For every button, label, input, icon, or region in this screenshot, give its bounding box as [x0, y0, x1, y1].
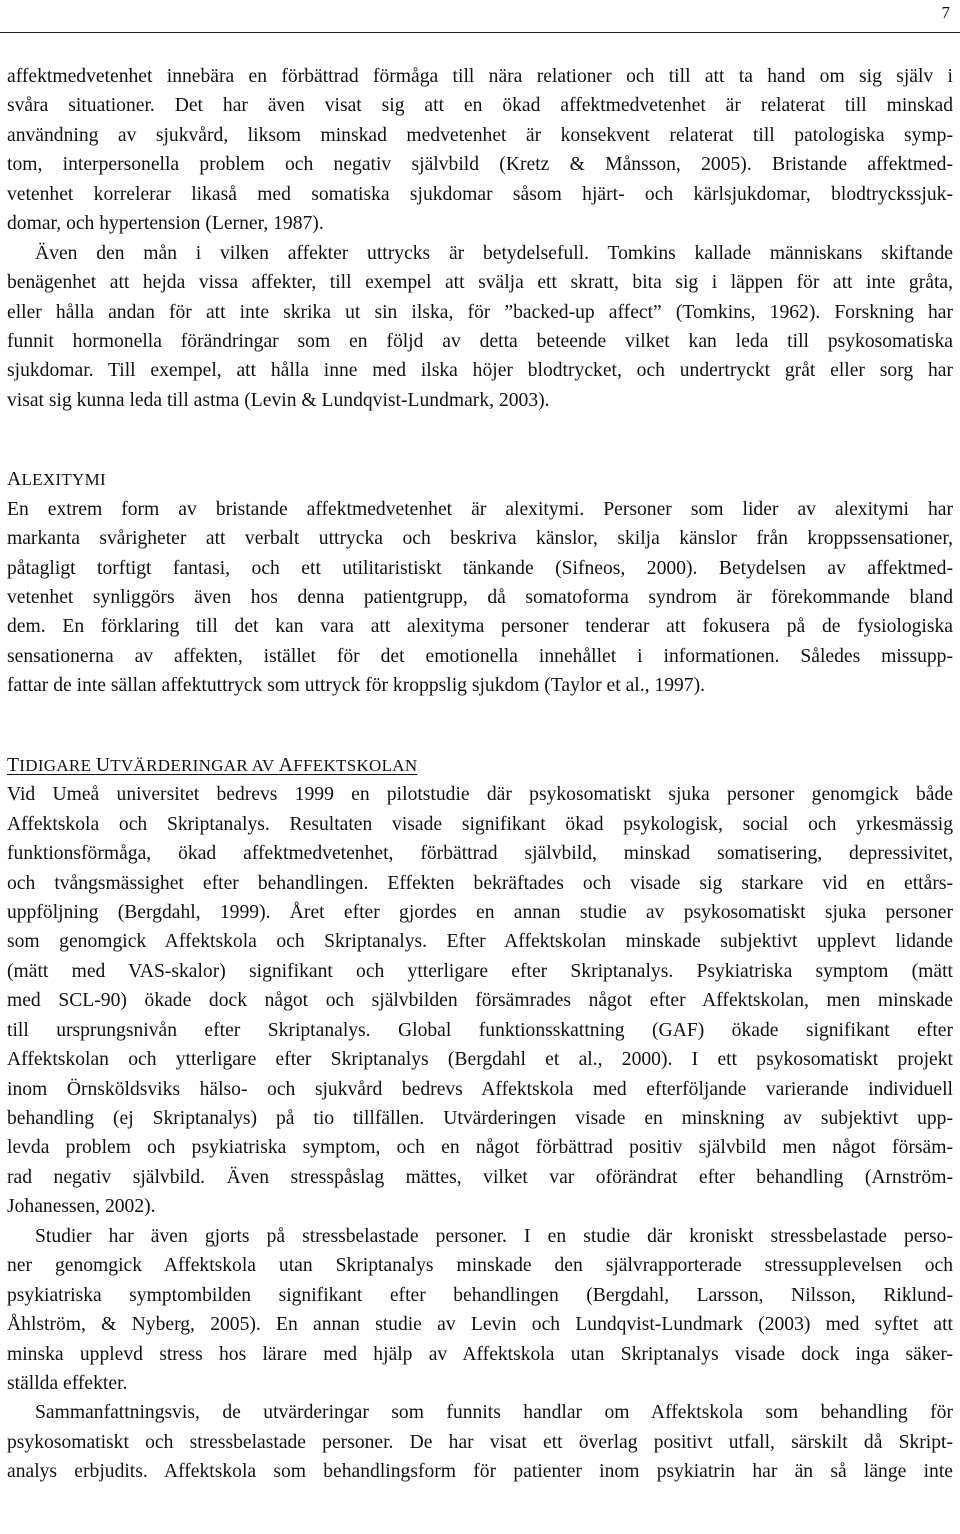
heading-part: IDIGARE — [19, 755, 96, 775]
heading-part: FFEKTSKOLAN — [293, 755, 418, 775]
text-line: Vid Umeå universitet bedrevs 1999 en pilotstudie där psykosomatiskt sjuka personer genomgick både — [7, 784, 953, 806]
text-line: sensationerna av affekten, istället för det emotionella innehållet i informationen. Således missupp- — [7, 645, 953, 667]
text-line: Åhlström, & Nyberg, 2005). En annan studie av Levin och Lundqvist-Lundmark (2003) med syftet att — [7, 1314, 953, 1336]
text-line: och tvångsmässighet efter behandlingen. Effekten bekräftades och visade sig starkare vid en ettårs- — [7, 872, 953, 894]
text-line: sjukdomar. Till exempel, att hålla inne med ilska höjer blodtrycket, och undertryckt gråt eller sorg har — [7, 360, 953, 382]
heading-part: T — [7, 754, 20, 776]
text-line: påtagligt torftigt fantasi, och ett utilitaristiskt tänkande (Sifneos, 2000). Betydelsen av affektmed- — [7, 557, 953, 579]
heading-part: U — [95, 754, 111, 776]
text-line: rad negativ självbild. Även stresspåslag mättes, vilket var oförändrat efter behandling (Arnström- — [7, 1166, 953, 1188]
text-line: psykosomatiskt och stressbelastade personer. De har visat ett överlag positivt utfall, särskilt då Skript- — [7, 1431, 953, 1453]
text-line: ner genomgick Affektskola utan Skriptanalys minskade den självrapporterade stressupplevelsen och — [7, 1255, 953, 1277]
text-line: En extrem form av bristande affektmedvetenhet är alexitymi. Personer som lider av alexitymi har — [7, 498, 953, 520]
section-heading — [7, 751, 953, 780]
text-line: markanta svårigheter att verbalt uttrycka och beskriva känslor, skilja känslor från kroppssensationer, — [7, 528, 953, 550]
text-line: svåra situationer. Det har även visat sig att en ökad affektmedvetenhet är relaterat till minskad — [7, 95, 953, 117]
text-line: inom Örnsköldsviks hälso- och sjukvård bedrevs Affektskola med efterföljande varierande individuell — [7, 1078, 953, 1100]
text-line: (mätt med VAS-skalor) signifikant och ytterligare efter Skriptanalys. Psykiatriska symptom (mätt — [7, 960, 953, 982]
text-line: som genomgick Affektskola och Skriptanalys. Efter Affektskolan minskade subjektivt upplevt lidande — [7, 931, 953, 953]
text-line: Johanessen, 2002). — [7, 1196, 156, 1218]
text-line: vetenhet korrelerar likaså med somatiska sjukdomar såsom hjärt- och kärlsjukdomar, blodtryckssjuk- — [7, 183, 953, 205]
text-line: Affektskolan och ytterligare efter Skriptanalys (Bergdahl et al., 2000). I ett psykosomatiskt projekt — [7, 1049, 953, 1071]
text-line: tom, interpersonella problem och negativ självbild (Kretz & Månsson, 2005). Bristande affektmed- — [7, 154, 953, 176]
text-line: funnit hormonella förändringar som en följd av detta beteende vilket kan leda till psykosomatiska — [7, 330, 953, 352]
text-line: benägenhet att hejda vissa affekter, till exempel att svälja ett skratt, bita sig i läppen för att inte gråta, — [7, 272, 953, 294]
text-line: psykiatriska symptombilden signifikant efter behandlingen (Bergdahl, Larsson, Nilsson, Riklund- — [7, 1284, 953, 1306]
text-line: med SCL-90) ökade dock något och självbilden försämrades något efter Affektskolan, men minskade — [7, 990, 953, 1012]
text-line: Studier har även gjorts på stressbelastade personer. I en studie där kroniskt stressbelastade perso- — [35, 1225, 953, 1247]
text-line: levda problem och psykiatriska symptom, och en något förbättrad positiv självbild men något försäm- — [7, 1137, 953, 1159]
text-line: användning av sjukvård, liksom minskad medvetenhet är konsekvent relaterat till patologiska symp- — [7, 124, 953, 146]
text-line: Affektskola och Skriptanalys. Resultaten visade signifikant ökad psykologisk, social och yrkesmässig — [7, 813, 953, 835]
text-line: vetenhet synliggörs även hos denna patientgrupp, då somatoforma syndrom är förekommande bland — [7, 587, 953, 608]
text-line: behandling (ej Skriptanalys) på tio tillfällen. Utvärderingen visade en minskning av subjektivt upp- — [7, 1108, 953, 1129]
text-line: affektmedvetenhet innebära en förbättrad förmåga till nära relationer och till att ta hand om sig själv i — [7, 66, 953, 87]
text-line: ställda effekter. — [7, 1372, 128, 1394]
text-line: domar, och hypertension (Lerner, 1987). — [7, 213, 324, 235]
heading-part: A — [278, 754, 294, 776]
text-line: visat sig kunna leda till astma (Levin & Lundqvist-Lundmark, 2003). — [7, 389, 550, 411]
text-line: Även den mån i vilken affekter uttrycks är betydelsefull. Tomkins kallade människans skiftande — [35, 242, 953, 264]
text-line: fattar de inte sällan affektuttryck som uttryck för kroppslig sjukdom (Taylor et al., 1997). — [7, 675, 706, 697]
text-line: eller hålla andan för att inte skrika ut sin ilska, för ”backed-up affect” (Tomkins, 1962). Forskning har — [7, 301, 953, 323]
text-line: till ursprungsnivån efter Skriptanalys. Global funktionsskattning (GAF) ökade signifikant efter — [7, 1019, 953, 1041]
text-line: uppföljning (Bergdahl, 1999). Året efter gjordes en annan studie av psykosomatiskt sjuka personer — [7, 901, 953, 923]
text-line: Sammanfattningsvis, de utvärderingar som funnits handlar om Affektskola som behandling för — [35, 1402, 953, 1424]
body-text — [7, 62, 953, 1487]
heading-part: A — [7, 469, 22, 491]
heading-part: LEXITYMI — [21, 470, 106, 490]
text-line: dem. En förklaring till det kan vara att alexityma personer tenderar att fokusera på de fysiologiska — [7, 616, 953, 638]
header-rule — [0, 32, 960, 33]
text-line: funktionsförmåga, ökad affektmedvetenhet, förbättrad självbild, minskad somatisering, depressivitet, — [7, 843, 953, 865]
heading-part: TVÄRDERINGAR AV — [110, 755, 279, 775]
text-line: minska upplevd stress hos lärare med hjälp av Affektskola utan Skriptanalys visade dock inga säker- — [7, 1343, 953, 1365]
section-heading — [7, 465, 953, 494]
page-number: 7 — [941, 3, 950, 22]
text-line: analys erbjudits. Affektskola som behandlingsform för patienter inom psykiatrin har än så länge inte — [7, 1461, 953, 1483]
